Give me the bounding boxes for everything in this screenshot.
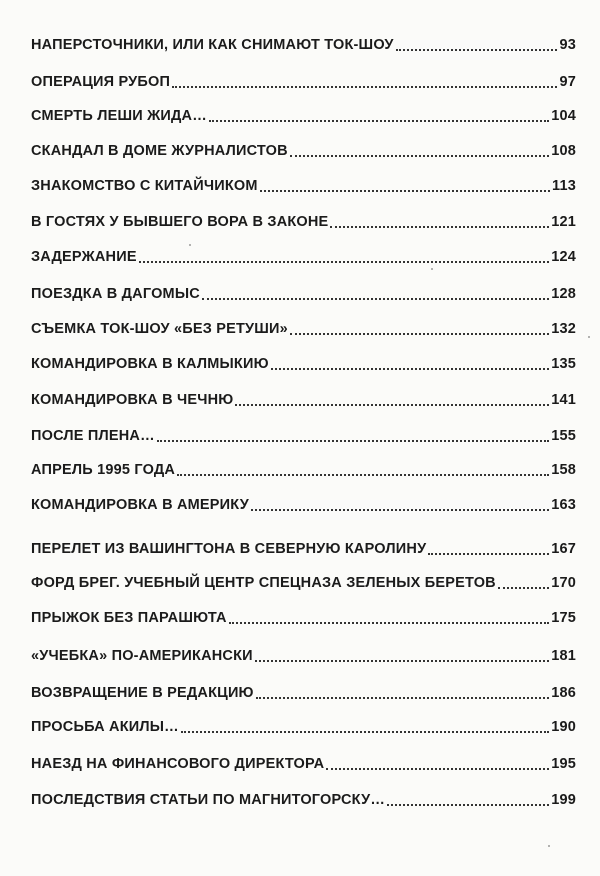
page-number: 121 bbox=[551, 214, 576, 230]
entry-title: ЗАДЕРЖАНИЕ bbox=[31, 249, 137, 265]
dot-leader bbox=[396, 49, 558, 51]
toc-entry bbox=[31, 575, 576, 592]
toc-entry bbox=[31, 143, 576, 160]
paper-speck bbox=[431, 268, 433, 270]
dot-leader bbox=[330, 226, 549, 228]
page-number: 195 bbox=[551, 756, 576, 772]
toc-entry bbox=[31, 462, 576, 479]
toc-entry bbox=[31, 648, 576, 665]
dot-leader bbox=[172, 86, 557, 88]
page-number: 181 bbox=[551, 648, 576, 664]
page-number: 124 bbox=[551, 249, 576, 265]
toc-entry bbox=[31, 321, 576, 338]
dot-leader bbox=[181, 731, 549, 733]
dot-leader bbox=[387, 804, 549, 806]
entry-title: ПОЕЗДКА В ДАГОМЫС bbox=[31, 286, 200, 302]
toc-entry bbox=[31, 610, 576, 627]
dot-leader bbox=[290, 333, 549, 335]
toc-entry bbox=[31, 214, 576, 231]
entry-title: ПРЫЖОК БЕЗ ПАРАШЮТА bbox=[31, 610, 227, 626]
entry-title: ФОРД БРЕГ. УЧЕБНЫЙ ЦЕНТР СПЕЦНАЗА ЗЕЛЕНЫХ БЕРЕТОВ bbox=[31, 575, 496, 591]
page-number: 108 bbox=[551, 143, 576, 159]
toc-entry bbox=[31, 541, 576, 558]
dot-leader bbox=[256, 697, 549, 699]
dot-leader bbox=[260, 190, 550, 192]
page-number: 128 bbox=[551, 286, 576, 302]
entry-title: ПЕРЕЛЕТ ИЗ ВАШИНГТОНА В СЕВЕРНУЮ КАРОЛИНУ bbox=[31, 541, 427, 557]
entry-title: СКАНДАЛ В ДОМЕ ЖУРНАЛИСТОВ bbox=[31, 143, 288, 159]
page-number: 163 bbox=[551, 497, 576, 513]
page-number: 135 bbox=[551, 356, 576, 372]
toc-entry bbox=[31, 108, 576, 125]
dot-leader bbox=[498, 587, 549, 589]
dot-leader bbox=[271, 368, 549, 370]
paper-speck bbox=[588, 336, 590, 338]
dot-leader bbox=[229, 622, 549, 624]
toc-entry bbox=[31, 178, 576, 195]
entry-title: ПОСЛЕДСТВИЯ СТАТЬИ ПО МАГНИТОГОРСКУ… bbox=[31, 792, 386, 808]
dot-leader bbox=[235, 404, 549, 406]
entry-title: КОМАНДИРОВКА В АМЕРИКУ bbox=[31, 497, 249, 513]
page-number: 104 bbox=[551, 108, 576, 124]
page-number: 93 bbox=[559, 37, 576, 53]
entry-title: В ГОСТЯХ У БЫВШЕГО ВОРА В ЗАКОНЕ bbox=[31, 214, 329, 230]
page-number: 170 bbox=[551, 575, 576, 591]
toc-entry bbox=[31, 392, 576, 409]
toc-entry bbox=[31, 792, 576, 809]
toc-entry bbox=[31, 685, 576, 702]
entry-title: ВОЗВРАЩЕНИЕ В РЕДАКЦИЮ bbox=[31, 685, 254, 701]
page-number: 186 bbox=[551, 685, 576, 701]
toc-entry bbox=[31, 428, 576, 445]
page-number: 158 bbox=[551, 462, 576, 478]
page-number: 199 bbox=[551, 792, 576, 808]
page-number: 190 bbox=[551, 719, 576, 735]
entry-title: ЗНАКОМСТВО С КИТАЙЧИКОМ bbox=[31, 178, 258, 194]
dot-leader bbox=[177, 474, 549, 476]
page-number: 141 bbox=[551, 392, 576, 408]
toc-entry bbox=[31, 719, 576, 736]
entry-title: НАПЕРСТОЧНИКИ, ИЛИ КАК СНИМАЮТ ТОК-ШОУ bbox=[31, 37, 394, 53]
entry-title: СЪЕМКА ТОК-ШОУ «БЕЗ РЕТУШИ» bbox=[31, 321, 288, 337]
paper-speck bbox=[548, 845, 550, 847]
dot-leader bbox=[209, 120, 549, 122]
dot-leader bbox=[255, 660, 549, 662]
dot-leader bbox=[139, 261, 549, 263]
toc-entry bbox=[31, 756, 576, 773]
toc-entry bbox=[31, 286, 576, 303]
toc-entry bbox=[31, 356, 576, 373]
entry-title: ОПЕРАЦИЯ РУБОП bbox=[31, 74, 171, 90]
entry-title: ПОСЛЕ ПЛЕНА… bbox=[31, 428, 155, 444]
entry-title: НАЕЗД НА ФИНАНСОВОГО ДИРЕКТОРА bbox=[31, 756, 325, 772]
dot-leader bbox=[202, 298, 549, 300]
page-number: 155 bbox=[551, 428, 576, 444]
toc-entry bbox=[31, 249, 576, 266]
toc-entry bbox=[31, 37, 576, 54]
entry-title: АПРЕЛЬ 1995 ГОДА bbox=[31, 462, 176, 478]
page-number: 113 bbox=[552, 178, 576, 194]
page-number: 167 bbox=[551, 541, 576, 557]
page-number: 175 bbox=[551, 610, 576, 626]
dot-leader bbox=[326, 768, 549, 770]
toc-entry bbox=[31, 74, 576, 91]
dot-leader bbox=[157, 440, 549, 442]
entry-title: КОМАНДИРОВКА В ЧЕЧНЮ bbox=[31, 392, 234, 408]
dot-leader bbox=[428, 553, 549, 555]
paper-speck bbox=[189, 244, 191, 246]
page-number: 132 bbox=[551, 321, 576, 337]
page-number: 97 bbox=[559, 74, 576, 90]
entry-title: КОМАНДИРОВКА В КАЛМЫКИЮ bbox=[31, 356, 269, 372]
entry-title: СМЕРТЬ ЛЕШИ ЖИДА… bbox=[31, 108, 207, 124]
entry-title: ПРОСЬБА АКИЛЫ… bbox=[31, 719, 179, 735]
dot-leader bbox=[290, 155, 549, 157]
toc-entry bbox=[31, 497, 576, 514]
dot-leader bbox=[251, 509, 549, 511]
entry-title: «УЧЕБКА» ПО-АМЕРИКАНСКИ bbox=[31, 648, 253, 664]
